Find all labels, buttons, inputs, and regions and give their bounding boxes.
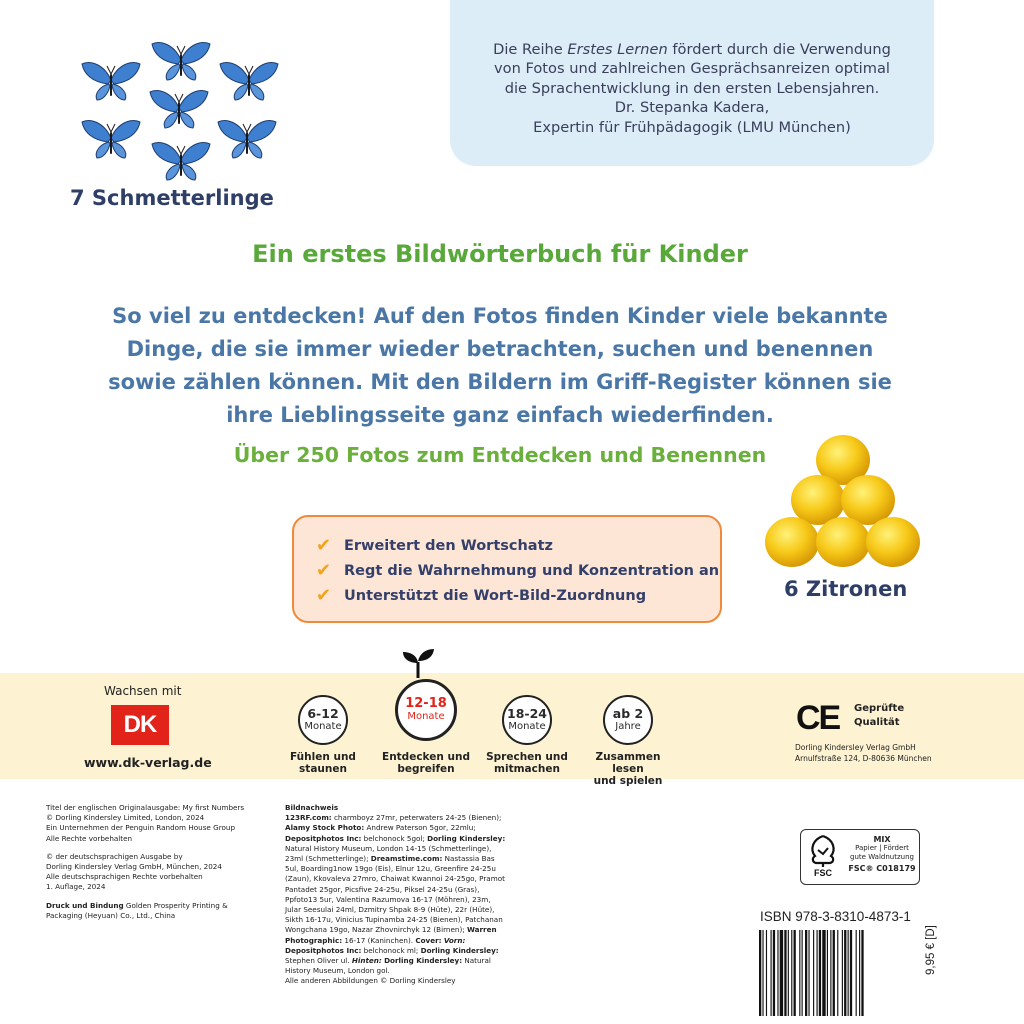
check-icon: ✔ <box>316 585 332 606</box>
imprint-line: © der deutschsprachigen Ausgabe by <box>46 851 183 861</box>
description <box>100 300 900 432</box>
fsc-text <box>846 835 918 873</box>
butterfly-icon <box>150 40 212 84</box>
check-icon: ✔ <box>316 560 332 581</box>
imprint-line: 1. Auflage, 2024 <box>46 882 106 892</box>
benefit-item <box>316 583 720 608</box>
butterfly-icon <box>150 140 212 184</box>
barcode-bar <box>805 930 807 1016</box>
publisher-address <box>795 742 932 764</box>
barcode-bar <box>856 930 857 1016</box>
butterfly-icon <box>218 60 280 104</box>
barcode-bar <box>794 930 796 1016</box>
credits-body: 123RF.com: charmboyz 27mr, peterwaters 24-25 (Bienen); Alamy Stock Photo: Andrew Paterson 5gor, 22mlu; Depositphotos Inc: belchonock 5gol; Dorling Kindersley: Natural History Museum, London 14-15 (Schmetterlinge), 23ml (Schmetterlinge); Dreamstime.com: Nastassia Bas 5ul, Boarding1now 19go (Eis), Elnur 12u, Greenfire 24-25u (Zaun), Kkovaleva 27mro, Chaiwat Kwannoi 24-25go, Pramot Pantadet 25gor, Picsfive 24-25u, Piksel 24-25u (Gras), Ppfoto13 5ur, Valentina Razumova 16-17 (Möhren), 23m, Jular Seesulai 24ml, Dzmitry Shpak 8-9 (Hüte), 22r (Hüte), Sikth 16-17u, Vinicius Tupinamba 24-25 (Bienen), Patchanan Wongchana 19go, Nazar Zhovnirchyk 12 (Birnen); Warren Photographic: 16-17 (Kaninchen). Cover: Vorn: Depositphotos Inc: belchonock ml; Dorling Kindersley: Stephen Oliver ul. Hinten: Dorling Kindersley: Natural History Museum, London gol. <box>285 813 506 976</box>
barcode-bar <box>771 930 772 1016</box>
imprint-line: © Dorling Kindersley Limited, London, 2024 <box>46 813 205 823</box>
barcode-bar <box>830 930 831 1016</box>
barcode-bar <box>842 930 843 1016</box>
butterfly-icon <box>216 118 278 162</box>
fsc-logo-text: FSC <box>814 868 832 878</box>
barcode-bar <box>850 930 852 1016</box>
age-description-line: Sprechen und <box>486 751 568 763</box>
age-description-line: Fühlen und <box>290 751 356 763</box>
age-description-line: Entdecken und <box>382 751 470 763</box>
publisher-name: Dorling Kindersley Verlag GmbH <box>795 743 916 752</box>
lemon <box>791 475 845 525</box>
barcode-bar <box>762 930 763 1016</box>
benefit-text: Regt die Wahrnehmung und Konzentration an <box>344 562 720 579</box>
imprint-line: Alle deutschsprachigen Rechte vorbehalten <box>46 872 203 882</box>
age-description-line: staunen <box>299 763 347 775</box>
printing-info <box>46 901 256 921</box>
lemon <box>816 517 870 567</box>
dk-logo-text: DK <box>123 711 157 738</box>
price-text: 9,95 € [D] <box>925 925 937 975</box>
barcode-bar <box>822 930 825 1016</box>
quote-line-2: von Fotos und zahlreichen Gesprächsanreizen optimal <box>494 60 890 78</box>
quote-author: Dr. Stepanka Kadera, <box>614 99 770 117</box>
barcode-bar <box>777 930 778 1016</box>
age-circle-18-24 <box>502 695 552 745</box>
age-description-line: und spielen <box>593 775 663 787</box>
imprint-line: Ein Unternehmen der Penguin Random House Group <box>46 823 236 833</box>
age-unit: Monate <box>304 721 342 732</box>
lemon <box>866 517 920 567</box>
publisher-street: Arnulfstraße 124, D-80636 München <box>795 754 932 763</box>
headline: Ein erstes Bildwörterbuch für Kinder <box>252 240 748 268</box>
age-range: 6-12 <box>307 706 339 721</box>
benefit-text: Erweitert den Wortschatz <box>344 537 553 554</box>
age-circle-12-18 <box>395 679 457 741</box>
lemon <box>841 475 895 525</box>
barcode-bar <box>791 930 792 1016</box>
butterfly-icon <box>148 88 210 132</box>
isbn: ISBN 978-3-8310-4873-1 <box>760 909 911 924</box>
quote-line-3: die Sprachentwicklung in den ersten Lebensjahren. <box>504 79 880 97</box>
ce-mark: CE <box>796 699 840 737</box>
quote-text: fördert durch die Verwendung <box>667 41 891 58</box>
age-circle-ab-2 <box>603 695 653 745</box>
lemon-count-label: 6 Zitronen <box>784 577 908 601</box>
age-description-line: begreifen <box>397 763 455 775</box>
printing-text: Golden Prosperity Printing & Packaging (Heyuan) Co., Ltd., China <box>46 900 228 920</box>
barcode-bar <box>827 930 828 1016</box>
barcode-bar <box>766 930 767 1016</box>
fsc-line: Papier | Fördert <box>855 844 909 852</box>
age-description-line: Zusammen lesen <box>595 751 661 775</box>
benefit-item <box>316 558 720 583</box>
age-description-line: mitmachen <box>494 763 560 775</box>
imprint-line: Alle Rechte vorbehalten <box>46 833 133 843</box>
age-range: 18-24 <box>507 706 547 721</box>
fsc-tree-icon <box>806 834 840 878</box>
age-unit: Jahre <box>615 721 641 732</box>
description-line: ihre Lieblingsseite ganz einfach wiederfinden. <box>226 403 774 427</box>
check-icon: ✔ <box>316 535 332 556</box>
price-label <box>920 915 940 975</box>
barcode-bar <box>784 930 786 1016</box>
barcode <box>757 930 919 1016</box>
butterfly-icon <box>80 60 142 104</box>
age-description <box>477 751 577 775</box>
fsc-code: FSC® C018179 <box>848 864 916 873</box>
lemons-illustration <box>764 432 922 572</box>
expert-quote-box <box>450 0 934 166</box>
barcode-bar <box>802 930 803 1016</box>
barcode-bar <box>859 930 860 1016</box>
credits-title: Bildnachweis <box>285 803 339 812</box>
age-range: ab 2 <box>612 706 644 721</box>
age-description <box>273 751 373 775</box>
barcode-bar <box>759 930 761 1016</box>
butterfly-count-label: 7 Schmetterlinge <box>70 186 274 210</box>
age-unit: Monate <box>508 721 546 732</box>
barcode-bar <box>844 930 846 1016</box>
age-description <box>376 751 476 775</box>
photo-credits <box>285 803 507 987</box>
barcode-bar <box>788 930 789 1016</box>
quality-line: Geprüfte <box>854 703 905 714</box>
barcode-bar <box>819 930 821 1016</box>
butterfly-icon <box>80 118 142 162</box>
imprint-block <box>46 852 256 893</box>
quote-text: Die Reihe <box>493 41 568 58</box>
sprout-icon <box>400 648 436 678</box>
benefit-text: Unterstützt die Wort-Bild-Zuordnung <box>344 587 647 604</box>
age-range: 12-18 <box>405 696 447 711</box>
description-line: So viel zu entdecken! Auf den Fotos finden Kinder viele bekannte <box>112 304 888 328</box>
imprint-line: Titel der englischen Originalausgabe: My first Numbers <box>46 803 245 812</box>
imprint <box>46 803 256 929</box>
dk-logo <box>111 705 169 745</box>
barcode-bar <box>861 930 863 1016</box>
barcode-bar <box>813 930 814 1016</box>
barcode-bar <box>799 930 800 1016</box>
age-unit: Monate <box>407 711 445 722</box>
quality-seal <box>854 702 904 730</box>
series-name: Erstes Lernen <box>567 41 668 58</box>
benefit-item <box>316 533 720 558</box>
barcode-bar <box>808 930 809 1016</box>
credits-footer: Alle anderen Abbildungen © Dorling Kindersley <box>285 976 456 986</box>
benefits-box <box>292 515 722 623</box>
barcode-bar <box>817 930 818 1016</box>
barcode-bar <box>837 930 838 1016</box>
description-line: Dinge, die sie immer wieder betrachten, suchen und benennen <box>126 337 874 361</box>
fsc-line: gute Waldnutzung <box>850 853 914 861</box>
age-circle-6-12 <box>298 695 348 745</box>
age-description <box>578 751 678 787</box>
printing-label: Druck und Bindung <box>46 900 124 910</box>
quote-line-1 <box>460 40 924 59</box>
barcode-bar <box>833 930 835 1016</box>
imprint-block <box>46 803 256 844</box>
barcode-bar <box>848 930 849 1016</box>
subheadline: Über 250 Fotos zum Entdecken und Benennen <box>233 443 767 467</box>
lemon <box>765 517 819 567</box>
grow-with-label: Wachsen mit <box>104 684 182 698</box>
publisher-url: www.dk-verlag.de <box>84 755 212 770</box>
imprint-line: Dorling Kindersley Verlag GmbH, München, 2024 <box>46 862 222 872</box>
quality-line: Qualität <box>854 717 900 728</box>
description-line: sowie zählen können. Mit den Bildern im Griff-Register können sie <box>108 370 892 394</box>
barcode-bar <box>780 930 783 1016</box>
barcode-bar <box>773 930 775 1016</box>
fsc-mix: MIX <box>873 835 891 844</box>
quote-author-role: Expertin für Frühpädagogik (LMU München) <box>533 118 851 136</box>
